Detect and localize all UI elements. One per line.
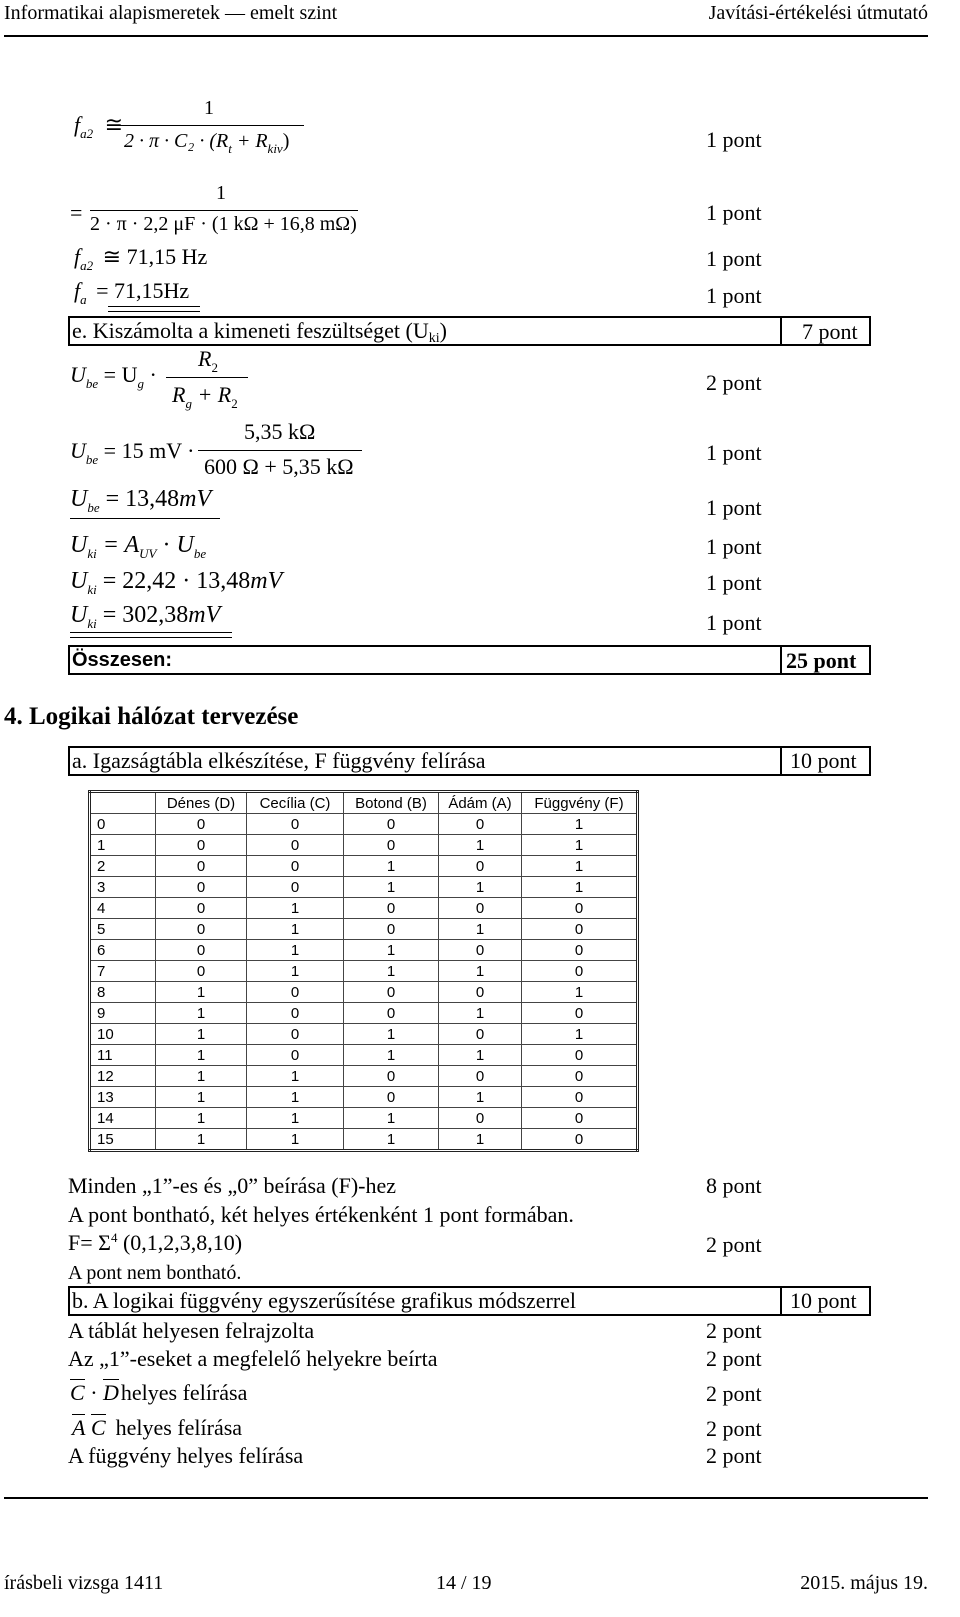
formula-fa2-value: $f_{a2}$ ≅ 71,15 Hz	[74, 244, 208, 273]
table-cell: 0	[344, 814, 439, 835]
table-cell: 0	[439, 1024, 522, 1045]
header-left: Informatikai alapismeretek — emelt szint	[4, 2, 338, 24]
table-cell: 0	[522, 919, 638, 940]
table-cell: 13	[90, 1087, 156, 1108]
table-row	[90, 1024, 638, 1045]
table-cell: 0	[344, 1003, 439, 1024]
table-cell: 0	[522, 940, 638, 961]
total-box	[68, 645, 871, 675]
table-cell: 7	[90, 961, 156, 982]
formula-uki-result: $U_{ki} = 302,38mV$	[70, 602, 221, 631]
points-1: 1 pont	[706, 127, 762, 152]
formula-eq-denominator: 2 · π · 2,2 μF · (1 kΩ + 16,8 mΩ)	[90, 213, 357, 235]
table-cell: 1	[439, 1129, 522, 1151]
formula-ube-numeric-num: 5,35 kΩ	[244, 419, 316, 444]
table-cell: 1	[247, 940, 344, 961]
table-cell: 0	[247, 814, 344, 835]
table-cell: 0	[439, 856, 522, 877]
total-divider	[780, 645, 782, 675]
table-cell: 6	[90, 940, 156, 961]
table-cell: 1	[247, 961, 344, 982]
table-cell: 10	[90, 1024, 156, 1045]
b-line-1-points: 2 pont	[706, 1318, 762, 1343]
table-header-cell: Ádám (A)	[439, 792, 522, 814]
points-3: 1 pont	[706, 246, 762, 271]
double-underline	[70, 632, 232, 638]
table-row	[90, 1108, 638, 1129]
table-cell: 0	[247, 1003, 344, 1024]
table-row	[90, 877, 638, 898]
table-cell: 4	[90, 898, 156, 919]
table-cell: 3	[90, 877, 156, 898]
table-cell: 0	[522, 1129, 638, 1151]
b-line-4-points: 2 pont	[706, 1416, 762, 1441]
table-cell: 2	[90, 856, 156, 877]
table-cell: 0	[439, 940, 522, 961]
table-cell: 1	[247, 1087, 344, 1108]
table-cell: 1	[344, 856, 439, 877]
table-cell: 0	[156, 898, 247, 919]
points-10: 1 pont	[706, 495, 762, 520]
formula-fa2-numerator: 1	[204, 97, 214, 119]
table-header-cell: Cecília (C)	[247, 792, 344, 814]
formula-eq-numerator: 1	[216, 182, 226, 204]
b-line-5: A függvény helyes felírása	[68, 1443, 304, 1468]
table-cell: 0	[522, 961, 638, 982]
table-cell: 1	[90, 835, 156, 856]
table-cell: 0	[344, 919, 439, 940]
header-right: Javítási-értékelési útmutató	[708, 2, 928, 24]
table-row	[90, 814, 638, 835]
total-label: Összesen:	[72, 649, 173, 671]
table-cell: 9	[90, 1003, 156, 1024]
table-cell: 1	[156, 1108, 247, 1129]
fraction-line	[90, 210, 358, 211]
table-cell: 0	[439, 1108, 522, 1129]
table-header-cell	[90, 792, 156, 814]
formula-uki-numeric: $U_{ki} = 22,42 \cdot 13,48mV$	[70, 568, 283, 597]
table-cell: 1	[156, 1024, 247, 1045]
section-a-points: 10 pont	[790, 748, 857, 773]
table-cell: 0	[344, 1087, 439, 1108]
table-cell: 1	[344, 940, 439, 961]
points-12: 1 pont	[706, 570, 762, 595]
table-cell: 1	[439, 961, 522, 982]
table-row	[90, 1066, 638, 1087]
table-cell: 0	[247, 1045, 344, 1066]
table-cell: 0	[156, 814, 247, 835]
table-cell: 1	[344, 877, 439, 898]
section-e-divider	[780, 316, 782, 346]
table-cell: 0	[522, 1003, 638, 1024]
section-e-label: e. Kiszámolta a kimeneti feszültséget (Uki)	[72, 318, 447, 346]
points-13: 1 pont	[706, 610, 762, 635]
table-cell: 0	[156, 856, 247, 877]
table-cell: 1	[156, 982, 247, 1003]
section-a-label: a. Igazságtábla elkészítése, F függvény felírása	[72, 748, 486, 773]
table-header-cell: Függvény (F)	[522, 792, 638, 814]
header-rule	[4, 35, 928, 37]
table-cell: 12	[90, 1066, 156, 1087]
table-cell: 0	[90, 814, 156, 835]
table-cell: 1	[156, 1045, 247, 1066]
points-7: 7 pont	[802, 319, 858, 344]
total-points: 25 pont	[786, 648, 857, 673]
table-cell: 1	[439, 1087, 522, 1108]
table-cell: 0	[156, 835, 247, 856]
table-cell: 1	[247, 919, 344, 940]
table-cell: 1	[156, 1003, 247, 1024]
table-row	[90, 961, 638, 982]
formula-fa2-denominator: $2 \cdot \pi \cdot C_2 \cdot (R_t + R_{kiv})$	[124, 130, 290, 156]
fraction-line	[198, 450, 362, 451]
table-row	[90, 898, 638, 919]
table-header-cell: Dénes (D)	[156, 792, 247, 814]
table-row	[90, 1129, 638, 1151]
formula-uki: $U_{ki} = A_{UV} \cdot U_{be}$	[70, 532, 207, 561]
table-cell: 0	[247, 1024, 344, 1045]
truth-table-body	[90, 814, 638, 1151]
table-cell: 1	[439, 1045, 522, 1066]
table-cell: 0	[247, 856, 344, 877]
table-cell: 1	[344, 1024, 439, 1045]
table-cell: 0	[344, 982, 439, 1003]
b-line-2: Az „1”-eseket a megfelelő helyekre beírta	[68, 1346, 438, 1371]
section-b-divider	[780, 1286, 782, 1316]
table-cell: 0	[439, 814, 522, 835]
formula-fa2: $f_{a2}$ ≅	[74, 112, 124, 141]
table-row	[90, 982, 638, 1003]
table-cell: 1	[439, 919, 522, 940]
b-line-1: A táblát helyesen felrajzolta	[68, 1318, 315, 1343]
points-2: 1 pont	[706, 200, 762, 225]
table-header-cell: Botond (B)	[344, 792, 439, 814]
after-table-line-1-points: 8 pont	[706, 1173, 762, 1198]
table-row	[90, 856, 638, 877]
formula-ube-num: $R_2$	[198, 346, 218, 375]
points-4: 1 pont	[706, 283, 762, 308]
formula-ube-numeric-den: 600 Ω + 5,35 kΩ	[204, 454, 354, 479]
table-cell: 1	[247, 898, 344, 919]
table-cell: 1	[156, 1087, 247, 1108]
fraction-line	[166, 377, 248, 378]
table-cell: 1	[522, 814, 638, 835]
double-underline	[108, 306, 200, 312]
b-line-4: A C helyes felírása	[72, 1415, 243, 1440]
b-line-2-points: 2 pont	[706, 1346, 762, 1371]
table-cell: 0	[439, 898, 522, 919]
b-line-3-points: 2 pont	[706, 1381, 762, 1406]
footer-left: írásbeli vizsga 1411	[4, 1572, 164, 1594]
truth-table	[88, 790, 639, 1152]
formula-eq: =	[70, 200, 83, 225]
table-cell: 0	[522, 1108, 638, 1129]
table-cell: 1	[156, 1129, 247, 1151]
footer-rule	[4, 1497, 928, 1499]
table-cell: 0	[156, 919, 247, 940]
section-b-label: b. A logikai függvény egyszerűsítése grafikus módszerrel	[72, 1288, 577, 1313]
b-line-3: C · Dhelyes felírása	[70, 1380, 248, 1405]
table-row	[90, 1045, 638, 1066]
table-cell: 0	[522, 1066, 638, 1087]
section-4-title: 4. Logikai hálózat tervezése	[4, 703, 299, 730]
after-table-line-4: A pont nem bontható.	[68, 1262, 242, 1284]
table-cell: 1	[344, 1108, 439, 1129]
points-9: 1 pont	[706, 440, 762, 465]
table-cell: 0	[156, 961, 247, 982]
table-cell: 0	[439, 1066, 522, 1087]
footer-right: 2015. május 19.	[800, 1572, 928, 1594]
table-cell: 1	[439, 877, 522, 898]
points-8: 2 pont	[706, 370, 762, 395]
after-table-line-3-points: 2 pont	[706, 1232, 762, 1257]
table-row	[90, 940, 638, 961]
formula-ube-den: $R_g + R_2$	[172, 382, 238, 411]
section-a-divider	[780, 746, 782, 776]
fraction-line	[120, 125, 304, 126]
table-cell: 0	[247, 835, 344, 856]
table-cell: 1	[522, 982, 638, 1003]
after-table-line-1: Minden „1”-es és „0” beírása (F)-hez	[68, 1173, 397, 1198]
table-row	[90, 1087, 638, 1108]
table-cell: 0	[522, 898, 638, 919]
table-row	[90, 919, 638, 940]
table-cell: 1	[156, 1066, 247, 1087]
table-cell: 0	[344, 1066, 439, 1087]
points-11: 1 pont	[706, 534, 762, 559]
formula-ube-result: $U_{be} = 13,48mV$	[70, 486, 212, 515]
table-row	[90, 1003, 638, 1024]
after-table-line-2: A pont bontható, két helyes értékenként 1 pont formában.	[68, 1202, 574, 1227]
table-cell: 0	[344, 898, 439, 919]
table-cell: 1	[247, 1066, 344, 1087]
table-cell: 0	[522, 1087, 638, 1108]
table-header-row	[90, 792, 638, 814]
b-line-5-points: 2 pont	[706, 1443, 762, 1468]
table-cell: 1	[522, 835, 638, 856]
footer-center: 14 / 19	[436, 1572, 492, 1594]
underline	[70, 518, 220, 519]
table-cell: 1	[439, 1003, 522, 1024]
table-cell: 14	[90, 1108, 156, 1129]
table-cell: 1	[344, 1129, 439, 1151]
table-cell: 1	[439, 835, 522, 856]
table-cell: 8	[90, 982, 156, 1003]
table-cell: 0	[156, 877, 247, 898]
table-cell: 1	[247, 1108, 344, 1129]
table-cell: 1	[247, 1129, 344, 1151]
table-cell: 0	[344, 835, 439, 856]
table-cell: 0	[522, 1045, 638, 1066]
formula-ube: $U_{be} = U_g$ ·	[70, 362, 157, 391]
formula-ube-numeric: $U_{be} = 15$ mV ·	[70, 438, 195, 467]
table-cell: 0	[156, 940, 247, 961]
table-cell: 1	[522, 1024, 638, 1045]
table-cell: 0	[247, 877, 344, 898]
table-cell: 11	[90, 1045, 156, 1066]
table-cell: 0	[439, 982, 522, 1003]
table-cell: 5	[90, 919, 156, 940]
table-cell: 1	[522, 856, 638, 877]
table-cell: 0	[247, 982, 344, 1003]
table-cell: 15	[90, 1129, 156, 1151]
table-row	[90, 835, 638, 856]
formula-fa-value: $f_a = 71,15Hz$	[74, 278, 190, 307]
table-cell: 1	[522, 877, 638, 898]
after-table-line-3: $F= \Sigma^4$ (0,1,2,3,8,10)	[68, 1230, 243, 1255]
table-cell: 1	[344, 961, 439, 982]
section-b-points: 10 pont	[790, 1288, 857, 1313]
table-cell: 1	[344, 1045, 439, 1066]
